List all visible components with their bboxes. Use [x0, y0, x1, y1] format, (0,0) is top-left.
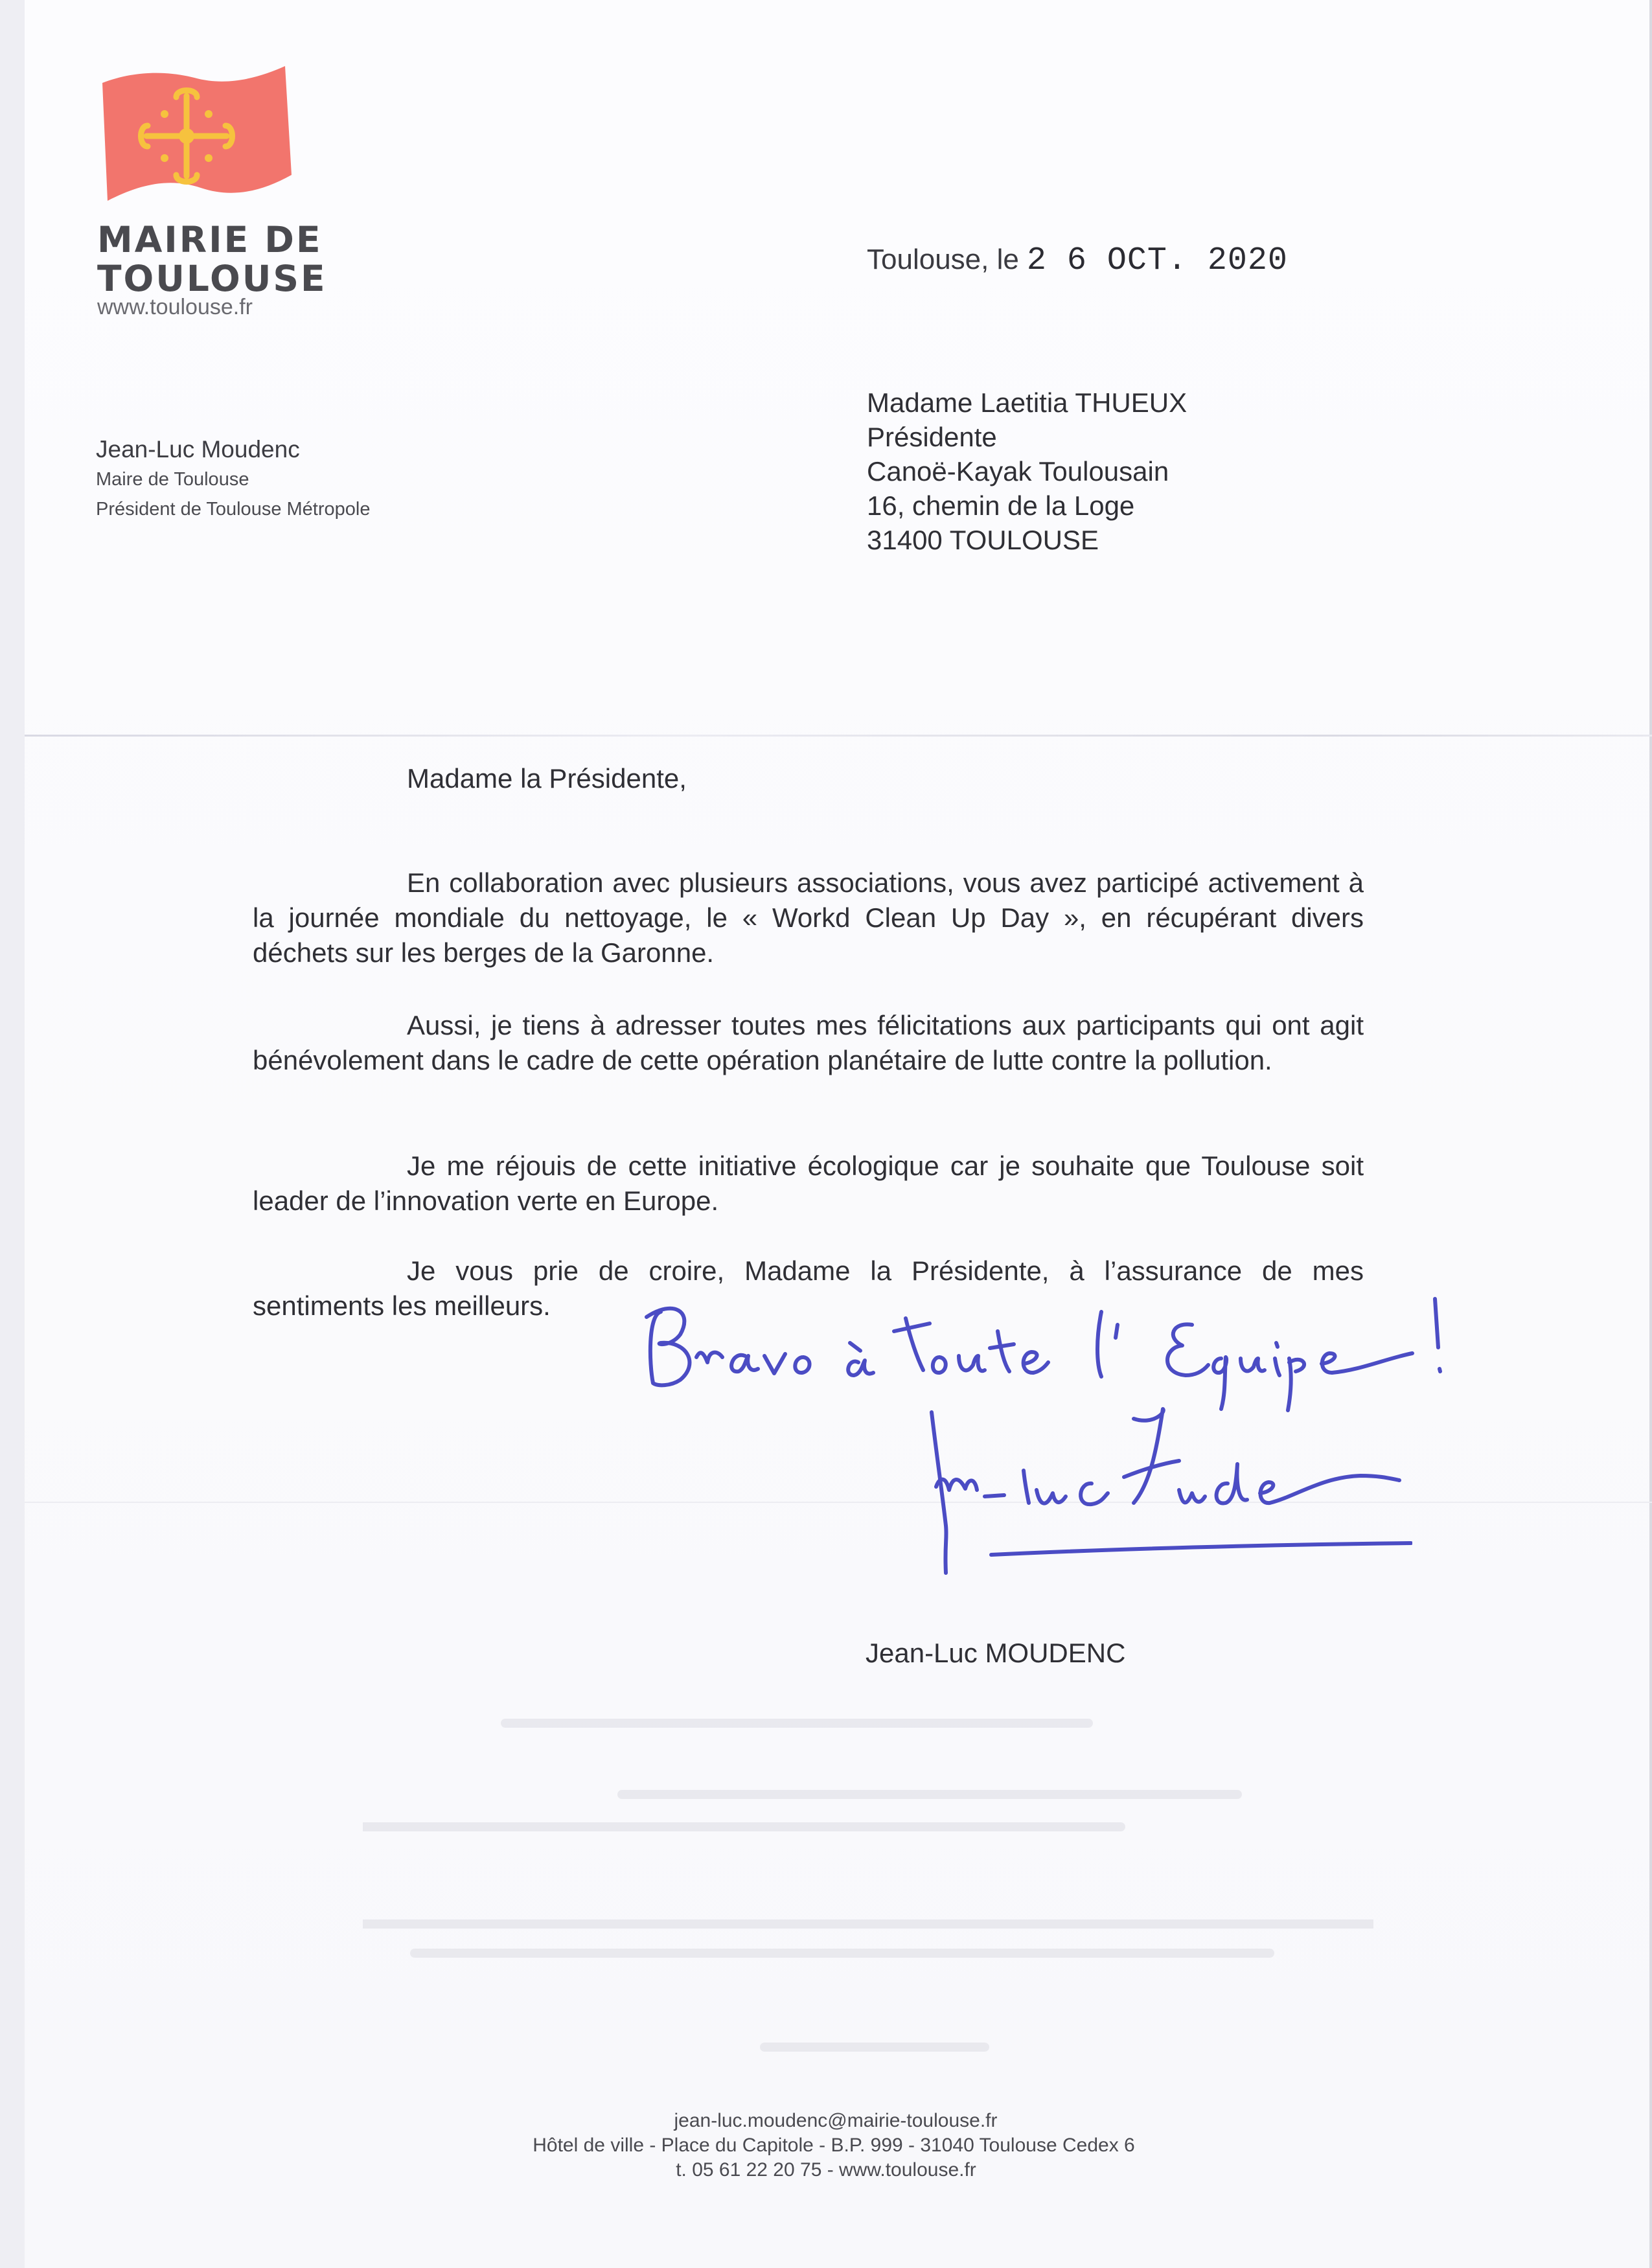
recipient-address — [867, 385, 1187, 557]
recipient-line: 31400 TOULOUSE — [867, 525, 1099, 555]
body-paragraph: Je vous prie de croire, Madame la Présidente, à l’assurance de mes sentiments les meilleurs. — [253, 1255, 1364, 1321]
body-paragraph: En collaboration avec plusieurs associations, vous avez participé activement à la journée mondiale du nettoyage, le « Workd Clean Up Day », en récupérant divers déchets sur les berges de la Garonne. — [253, 867, 1364, 968]
body-paragraph: Aussi, je tiens à adresser toutes mes félicitations aux participants qui ont agit bénévolement dans le cadre de cette opération planétaire de lutte contre la pollution. — [253, 1010, 1364, 1075]
date-stamp: 2 6 OCT. 2020 — [1026, 242, 1288, 279]
footer-address: Hôtel de ville - Place du Capitole - B.P. 999 - 31040 Toulouse Cedex 6 — [533, 2135, 1135, 2156]
sender-role: Maire de Toulouse — [96, 469, 249, 490]
salutation: Madame la Présidente, — [407, 763, 687, 794]
signer-name: Jean-Luc MOUDENC — [866, 1638, 1126, 1668]
recipient-line: Présidente — [867, 422, 997, 452]
logo-title — [97, 220, 327, 298]
logo-title-line1: MAIRIE DE — [97, 219, 323, 260]
recipient-line: Canoë-Kayak Toulousain — [867, 456, 1169, 487]
recipient-line: 16, chemin de la Loge — [867, 490, 1135, 521]
footer-contact: t. 05 61 22 20 75 - www.toulouse.fr — [676, 2159, 976, 2181]
paper-fold-line — [25, 735, 1652, 737]
date-line — [867, 242, 1288, 279]
logo-title-line2: TOULOUSE — [97, 258, 327, 299]
date-prefix: Toulouse, le — [867, 244, 1019, 275]
scan-edge-right — [1649, 0, 1652, 2268]
footer-email: jean-luc.moudenc@mairie-toulouse.fr — [674, 2110, 998, 2131]
body-paragraph: Je me réjouis de cette initiative écologique car je souhaite que Toulouse soit leader de l’innovation verte en Europe. — [253, 1151, 1364, 1216]
sender-name: Jean-Luc Moudenc — [96, 436, 300, 463]
bleed-through-texture — [363, 1710, 1373, 2099]
scan-edge — [0, 0, 25, 2268]
occitan-cross-flag-icon — [97, 65, 298, 214]
logo-url: www.toulouse.fr — [97, 295, 253, 319]
sender-role: Président de Toulouse Métropole — [96, 499, 371, 520]
recipient-line: Madame Laetitia THUEUX — [867, 387, 1187, 418]
